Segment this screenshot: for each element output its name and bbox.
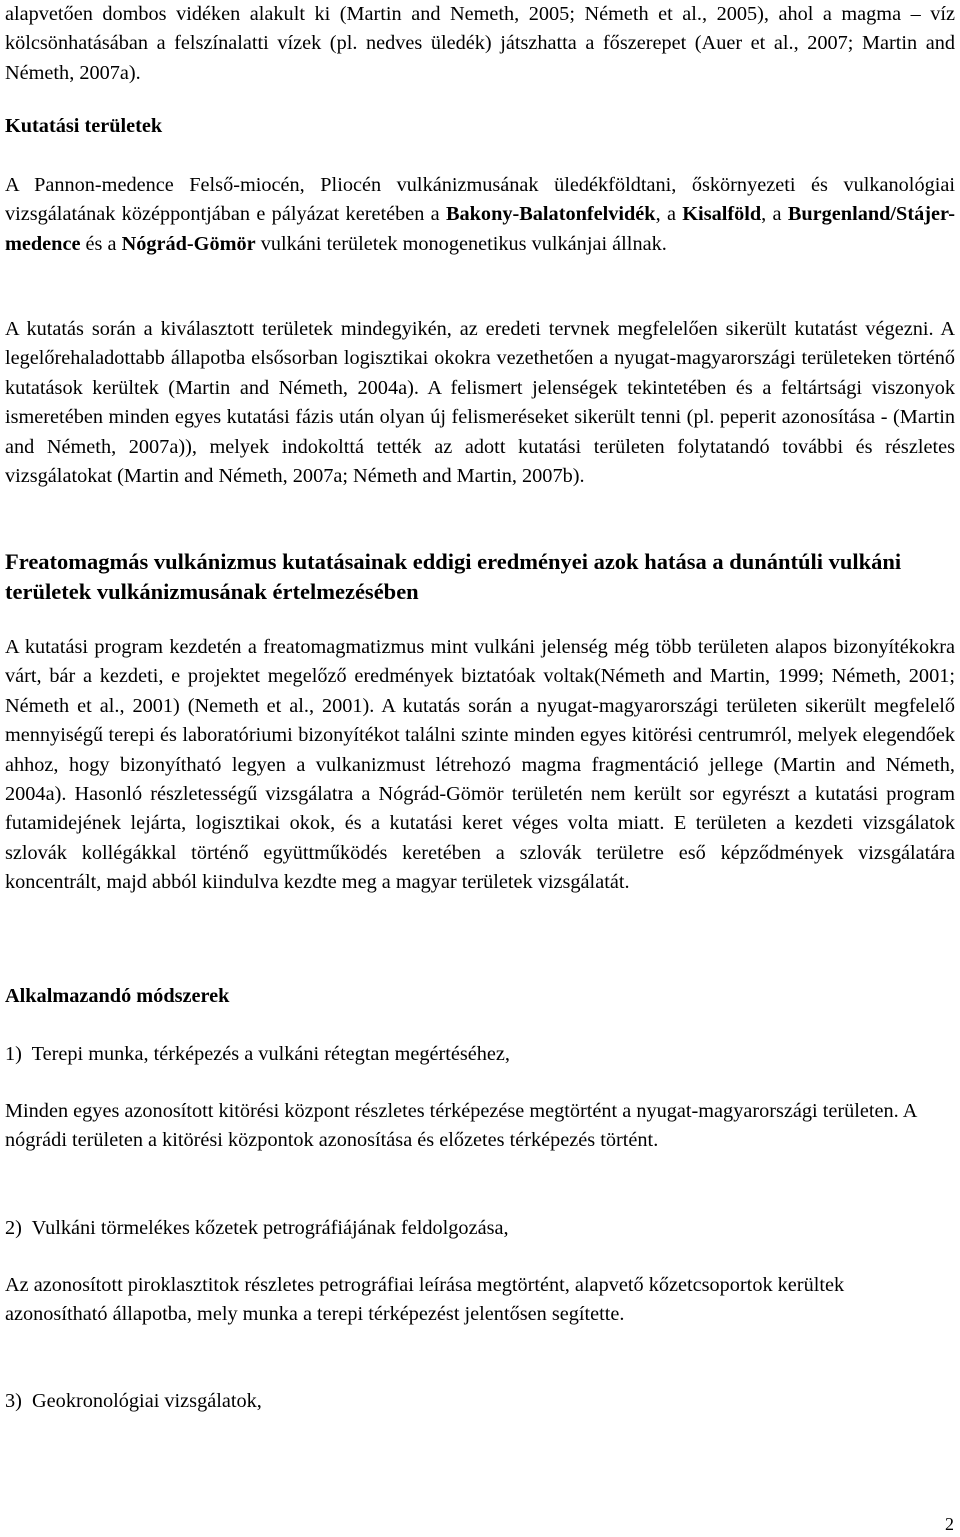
research-progress-paragraph: A kutatás során a kiválasztott területek mindegyikén, az eredeti tervnek megfelelően sikerült kutatást végezni. A legelőrehaladottabb állapotba elsősorban logisztikai okokra vezethetően a nyugat-magyarországi területeken történő kutatások kerültek (Martin and Németh, 2004a). A felismert jelenségek tekintetében és a feltártsági viszonyok ismeretében minden egyes kutatási fázis után olyan új felismeréseket sikerült tenni (pl. peperit azonosítása - (Martin and Németh, 2007a)), melyek indokolttá tették az adott kutatási területen folytatandó további és részletes vizsgálatokat (Martin and Németh, 2007a; Németh and Martin, 2007b). [5, 318, 955, 488]
section-heading-research-areas: Kutatási területek [5, 115, 163, 137]
methods-item-3: 3) Geokronológiai vizsgálatok, [5, 1390, 262, 1412]
methods-item-2-paragraph: Az azonosított piroklasztitok részletes petrográfiai leírása megtörtént, alapvető kőzetcsoportok kerültek azonosítható állapotba, mely munka a terepi térképezést jelentősen segítette. [5, 1274, 845, 1326]
paragraph-text: A Pannon-medence Felső-miocén, Pliocén vulkánizmusának üledékföldtani, őskörnyezeti és vulkanológiai vizsgálatának középpontjában e pályázat keretében a [5, 174, 955, 226]
methods-item-1: 1) Terepi munka, térképezés a vulkáni rétegtan megértéséhez, [5, 1043, 511, 1065]
methods-item-1-paragraph: Minden egyes azonosított kitörési központ részletes térképezése megtörtént a nyugat-magyarországi területen. A nógrádi területen a kitörési központok azonosítása és előzetes térképezés történt. [5, 1100, 917, 1152]
research-areas-paragraph [5, 171, 955, 259]
region-kisalfold: Kisalföld [682, 203, 762, 226]
section-heading-methods: Alkalmazandó módszerek [5, 985, 230, 1007]
region-bakony-balatonfelvidek: Bakony-Balatonfelvidék [445, 203, 656, 226]
results-paragraph: A kutatási program kezdetén a freatomagmatizmus mint vulkáni jelenség még több területen alapos bizonyítékokra várt, bár a kezdeti, e projektet megelőző eredmények biztatóak voltak(Németh and Martin, 1999; Németh, 2001; Németh et al., 2001) (Nemeth et al., 2001). A kutatás során a nyugat-magyarországi területen sikerült megfelelő mennyiségű terepi és laboratóriumi bizonyítékot találni szinte minden egyes kitörési centrumról, melyek elegendőek ahhoz, hogy bizonyítható legyen a vulkanizmust létrehozó magma fragmentáció jellege (Martin and Németh, 2004a). Hasonló részletességű vizsgálatra a Nógrád-Gömör területén nem került sor egyrészt a kutatási program futamidejének lejárta, logisztikai okok, és a kutatási keret véges volta miatt. E területen a kezdeti vizsgálatok szlovák kollégákkal történő együttműködés keretében a szlovák területre eső képződmények vizsgálatára koncentrált, majd abból kiindulva kezdte meg a magyar területek vizsgálatát. [5, 636, 955, 894]
region-nograd-gomor: Nógrád-Gömör [121, 232, 256, 255]
paragraph-text: , a [655, 203, 683, 226]
paragraph-text: és a [80, 232, 122, 255]
region-burgenland: Burgenland/Stájer-medence [5, 203, 955, 255]
section-heading-results: Freatomagmás vulkánizmus kutatásainak eddigi eredményei azok hatása a dunántúli vulkáni területek vulkánizmusának értelmezésében [5, 549, 902, 604]
paragraph-text: vulkáni területek monogenetikus vulkánjai állnak. [255, 232, 667, 255]
methods-item-2: 2) Vulkáni törmelékes kőzetek petrográfiájának feldolgozása, [5, 1217, 509, 1239]
page-number: 2 [945, 1514, 954, 1534]
paragraph-text: , a [761, 203, 788, 226]
intro-paragraph: alapvetően dombos vidéken alakult ki (Martin and Nemeth, 2005; Németh et al., 2005), ahol a magma – víz kölcsönhatásában a felszínalatti vízek (pl. nedves üledék) játszhatta a főszerepet (Auer et al., 2007; Martin and Németh, 2007a). [5, 3, 955, 84]
